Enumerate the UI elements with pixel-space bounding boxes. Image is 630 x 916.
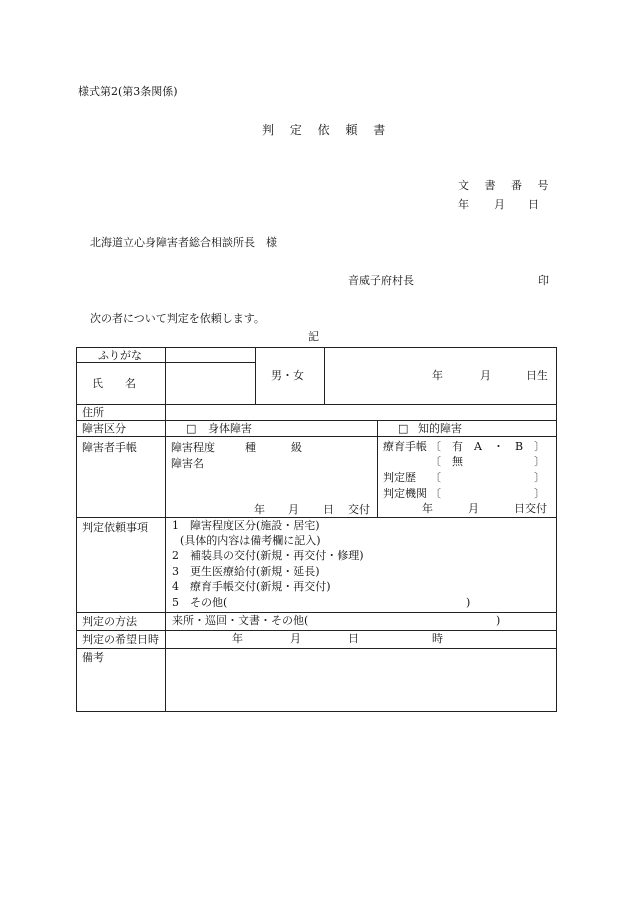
addressee: 北海道立心身障害者総合相談所長 様 — [90, 236, 277, 249]
table-rule — [76, 347, 556, 348]
method-value: 来所・巡回・文書・その他( — [172, 614, 309, 627]
furigana-label: ふりがな — [98, 349, 142, 362]
ryoiku-yes: 有 A ・ B — [452, 440, 524, 453]
request-item: 5 その他( — [172, 596, 228, 609]
table-rule — [76, 420, 556, 421]
bracket-close: 〕 — [534, 455, 545, 468]
request-item-close: ) — [466, 596, 471, 609]
birth-day: 日生 — [526, 369, 548, 382]
category-intellectual-label: 知的障害 — [418, 422, 462, 435]
ryoiku-no: 無 — [452, 455, 463, 468]
table-rule — [76, 630, 556, 631]
agency-label: 判定機関 — [383, 487, 427, 500]
table-rule — [556, 347, 557, 712]
table-rule — [76, 612, 556, 613]
gender-options: 男・女 — [271, 369, 304, 382]
desired-month: 月 — [290, 632, 301, 645]
desired-year: 年 — [232, 632, 243, 645]
form-number: 様式第2(第3条関係) — [78, 85, 178, 98]
ryoiku-day-issued: 日交付 — [514, 502, 547, 515]
method-close: ) — [496, 614, 501, 627]
notebook-label: 障害者手帳 — [82, 441, 137, 454]
document-title: 判 定 依 頼 書 — [262, 123, 392, 137]
history-label: 判定歴 — [383, 471, 416, 484]
ki-heading: 記 — [308, 330, 319, 343]
remarks-label: 備考 — [82, 651, 104, 664]
ryoiku-month: 月 — [468, 502, 479, 515]
grade-kind: 種 — [245, 441, 256, 454]
bracket-close: 〕 — [534, 487, 545, 500]
request-item: 4 療育手帳交付(新規・再交付) — [172, 580, 331, 593]
issue-day: 日 — [323, 503, 334, 516]
bracket-close: 〕 — [534, 471, 545, 484]
table-rule — [165, 347, 166, 712]
table-rule — [324, 347, 325, 404]
request-item: 2 補装具の交付(新規・再交付・修理) — [172, 549, 364, 562]
request-item: 1 障害程度区分(施設・居宅) — [172, 519, 320, 532]
table-rule — [255, 347, 256, 404]
seal-mark: 印 — [538, 274, 549, 287]
ryoiku-label: 療育手帳 — [383, 440, 427, 453]
method-label: 判定の方法 — [82, 615, 137, 628]
address-label: 住所 — [82, 406, 104, 419]
bracket-open: 〔 — [430, 471, 441, 484]
issue-year: 年 — [254, 503, 265, 516]
birth-year: 年 — [432, 369, 443, 382]
date-day: 日 — [528, 198, 539, 211]
bracket-open: 〔 — [430, 487, 441, 500]
ryoiku-year: 年 — [422, 502, 433, 515]
desired-label: 判定の希望日時 — [82, 633, 159, 646]
date-year: 年 — [458, 198, 469, 211]
table-rule — [76, 517, 556, 518]
category-label: 障害区分 — [82, 422, 126, 435]
name-label: 氏 名 — [92, 377, 136, 390]
table-rule — [76, 436, 556, 437]
desired-hour: 時 — [432, 632, 443, 645]
bracket-close: 〕 — [534, 440, 545, 453]
birth-month: 月 — [480, 369, 491, 382]
date-month: 月 — [494, 198, 505, 211]
degree-label: 障害程度 — [171, 441, 215, 454]
table-rule — [377, 420, 378, 517]
issue-suffix: 交付 — [348, 503, 370, 516]
disability-name-label: 障害名 — [171, 457, 204, 470]
issue-month: 月 — [288, 503, 299, 516]
request-item: 3 更生医療給付(新規・延長) — [172, 565, 320, 578]
request-item: (具体的内容は備考欄に記入) — [180, 534, 321, 547]
bracket-open: 〔 — [430, 440, 441, 453]
table-rule — [76, 347, 77, 712]
document-number-label: 文 書 番 号 — [458, 179, 555, 192]
desired-day: 日 — [348, 632, 359, 645]
intro-text: 次の者について判定を依頼します。 — [90, 312, 265, 325]
checkbox-physical[interactable]: □ — [186, 422, 197, 435]
table-rule — [76, 404, 556, 405]
category-physical-label: 身体障害 — [208, 422, 252, 435]
grade-level: 級 — [291, 441, 302, 454]
table-rule — [76, 711, 557, 712]
bracket-open: 〔 — [430, 455, 441, 468]
checkbox-intellectual[interactable]: □ — [398, 422, 409, 435]
sender-name: 音威子府村長 — [348, 274, 414, 287]
request-label: 判定依頼事項 — [82, 521, 148, 534]
table-rule — [76, 648, 556, 649]
